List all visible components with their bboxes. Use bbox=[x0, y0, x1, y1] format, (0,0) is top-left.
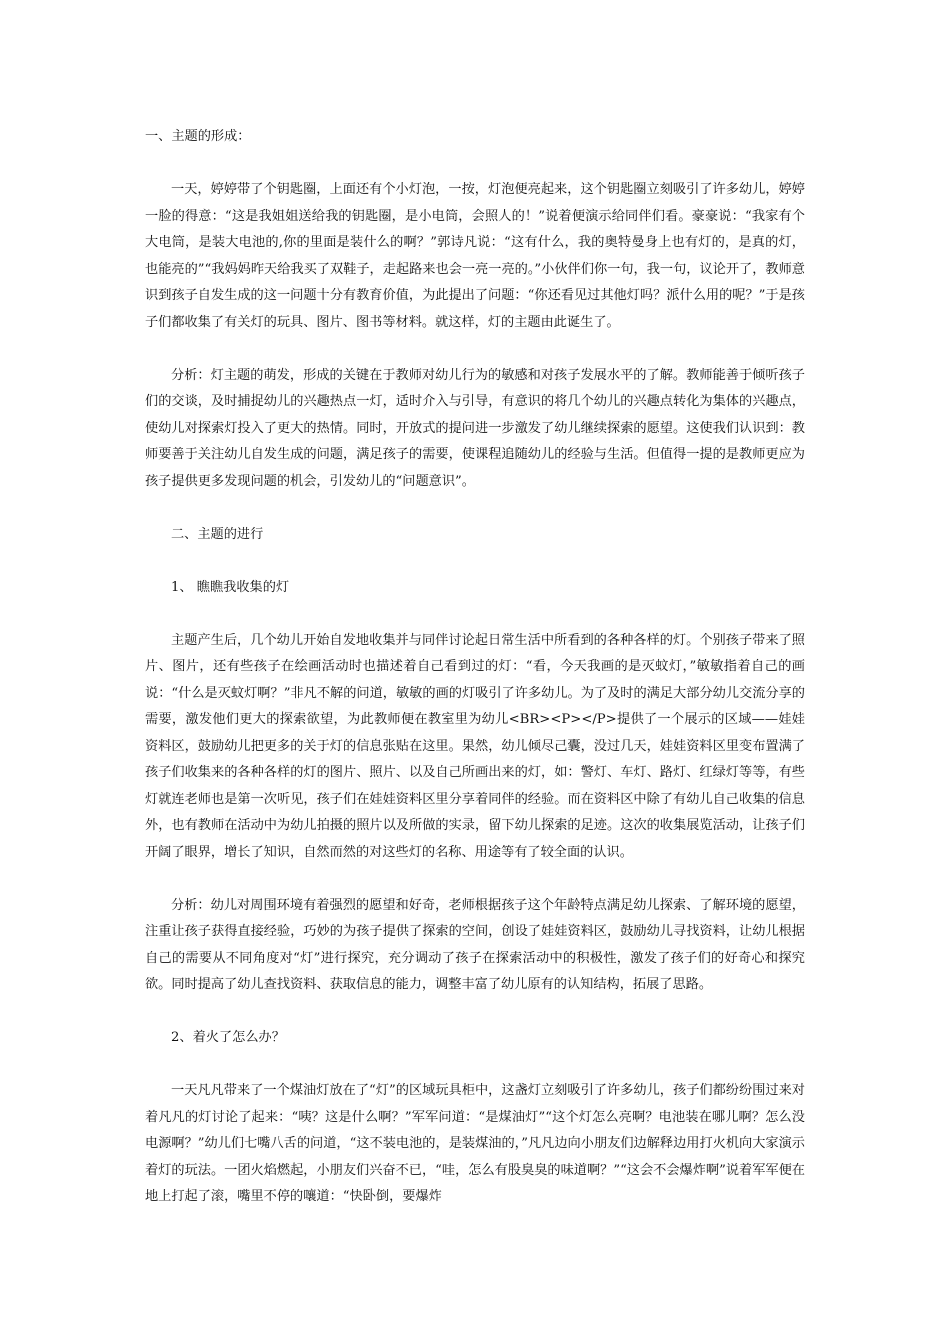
paragraph-oil-lamp: 一天凡凡带来了一个煤油灯放在了“灯”的区域玩具柜中，这盏灯立刻吸引了许多幼儿，孩子们都纷纷围过来对着凡凡的灯讨论了起来：“咦？这是什么啊？”军军问道：“是煤油灯”“这个灯怎么亮啊？电池装在哪儿啊？怎么没电源啊？”幼儿们七嘴八舌的问道，“这不装电池的，是装煤油的，”凡凡边向小朋友们边解释边用打火机向大家演示着灯的玩法。一团火焰燃起，小朋友们兴奋不已，“哇，怎么有股臭臭的味道啊？”“这会不会爆炸啊”说着军军便在地上打起了滚，嘴里不停的嚷道：“快卧倒，要爆炸 bbox=[145, 1083, 805, 1204]
document-body bbox=[145, 124, 805, 1211]
spacer bbox=[145, 866, 805, 893]
paragraph-collection: 主题产生后，几个幼儿开始自发地收集并与同伴讨论起日常生活中所看到的各种各样的灯。个别孩子带来了照片、图片，还有些孩子在绘画活动时也描述着自己看到过的灯：“看，今天我画的是灭蚊灯，”敏敏指着自己的画说：“什么是灭蚊灯啊？”非凡不解的问道，敏敏的画的灯吸引了许多幼儿。为了及时的满足大部分幼儿交流分享的需要，激发他们更大的探索欲望，为此教师便在教室里为幼儿<BR><P></P>提供了一个展示的区域——娃娃资料区，鼓励幼儿把更多的关于灯的信息张贴在这里。果然，幼儿倾尽己囊，没过几天，娃娃资料区里变布置满了孩子们收集来的各种各样的灯的图片、照片、以及自己所画出来的灯，如：警灯、车灯、路灯、红绿灯等等，有些灯就连老师也是第一次听见，孩子们在娃娃资料区里分享着同伴的经验。而在资料区中除了有幼儿自己收集的信息外，也有教师在活动中为幼儿拍摄的照片以及所做的实录，留下幼儿探索的足迹。这次的收集展览活动，让孩子们开阔了眼界，增长了知识，自然而然的对这些灯的名称、用途等有了较全面的认识。 bbox=[145, 632, 805, 860]
spacer bbox=[145, 601, 805, 628]
subsection-heading-fire: 2、着火了怎么办？ bbox=[171, 1030, 285, 1045]
subsection-heading-collect: 1、 瞧瞧我收集的灯 bbox=[171, 579, 290, 595]
spacer bbox=[145, 336, 805, 363]
paragraph-analysis-1: 分析：灯主题的萌发，形成的关键在于教师对幼儿行为的敏感和对孩子发展水平的了解。教师能善于倾听孩子们的交谈，及时捕捉幼儿的兴趣热点一灯，适时介入与引导，有意识的将几个幼儿的兴趣点转化为集体的兴趣点，使幼儿对探索灯投入了更大的热情。同时，开放式的提问进一步激发了幼儿继续探索的愿望。这使我们认识到：教师要善于关注幼儿自发生成的问题，满足孩子的需要，使课程追随幼儿的经验与生活。但值得一提的是教师更应为孩子提供更多发现问题的机会，引发幼儿的“问题意识”。 bbox=[145, 367, 805, 489]
spacer bbox=[145, 151, 805, 178]
spacer bbox=[145, 495, 805, 522]
section-heading-progress: 二、主题的进行 bbox=[171, 526, 264, 542]
spacer bbox=[145, 1052, 805, 1079]
paragraph-story: 一天，婷婷带了个钥匙圈，上面还有个小灯泡，一按，灯泡便亮起来，这个钥匙圈立刻吸引了许多幼儿，婷婷一脸的得意：“这是我姐姐送给我的钥匙圈，是小电筒，会照人的！”说着便演示给同伴们看。豪豪说：“我家有个大电筒，是装大电池的,你的里面是装什么的啊？”郭诗凡说：“这有什么，我的奥特曼身上也有灯的，是真的灯，也能亮的”“我妈妈昨天给我买了双鞋子，走起路来也会一亮一亮的。”小伙伴们你一句，我一句，议论开了，教师意识到孩子自发生成的这一问题十分有教育价值，为此提出了问题：“你还看见过其他灯吗？派什么用的呢？”于是孩子们都收集了有关灯的玩具、图片、图书等材料。就这样，灯的主题由此诞生了。 bbox=[145, 182, 805, 330]
paragraph-analysis-2: 分析：幼儿对周围环境有着强烈的愿望和好奇，老师根据孩子这个年龄特点满足幼儿探索、了解环境的愿望，注重让孩子获得直接经验，巧妙的为孩子提供了探索的空间，创设了娃娃资料区，鼓励幼儿寻找资料，让幼儿根据自己的需要从不同角度对“灯”进行探究，充分调动了孩子在探索活动中的积极性，激发了孩子们的好奇心和探究欲。同时提高了幼儿查找资料、获取信息的能力，调整丰富了幼儿原有的认知结构，拓展了思路。 bbox=[145, 897, 805, 992]
spacer bbox=[145, 999, 805, 1026]
spacer bbox=[145, 548, 805, 575]
section-heading-formation: 一、主题的形成： bbox=[145, 129, 251, 144]
